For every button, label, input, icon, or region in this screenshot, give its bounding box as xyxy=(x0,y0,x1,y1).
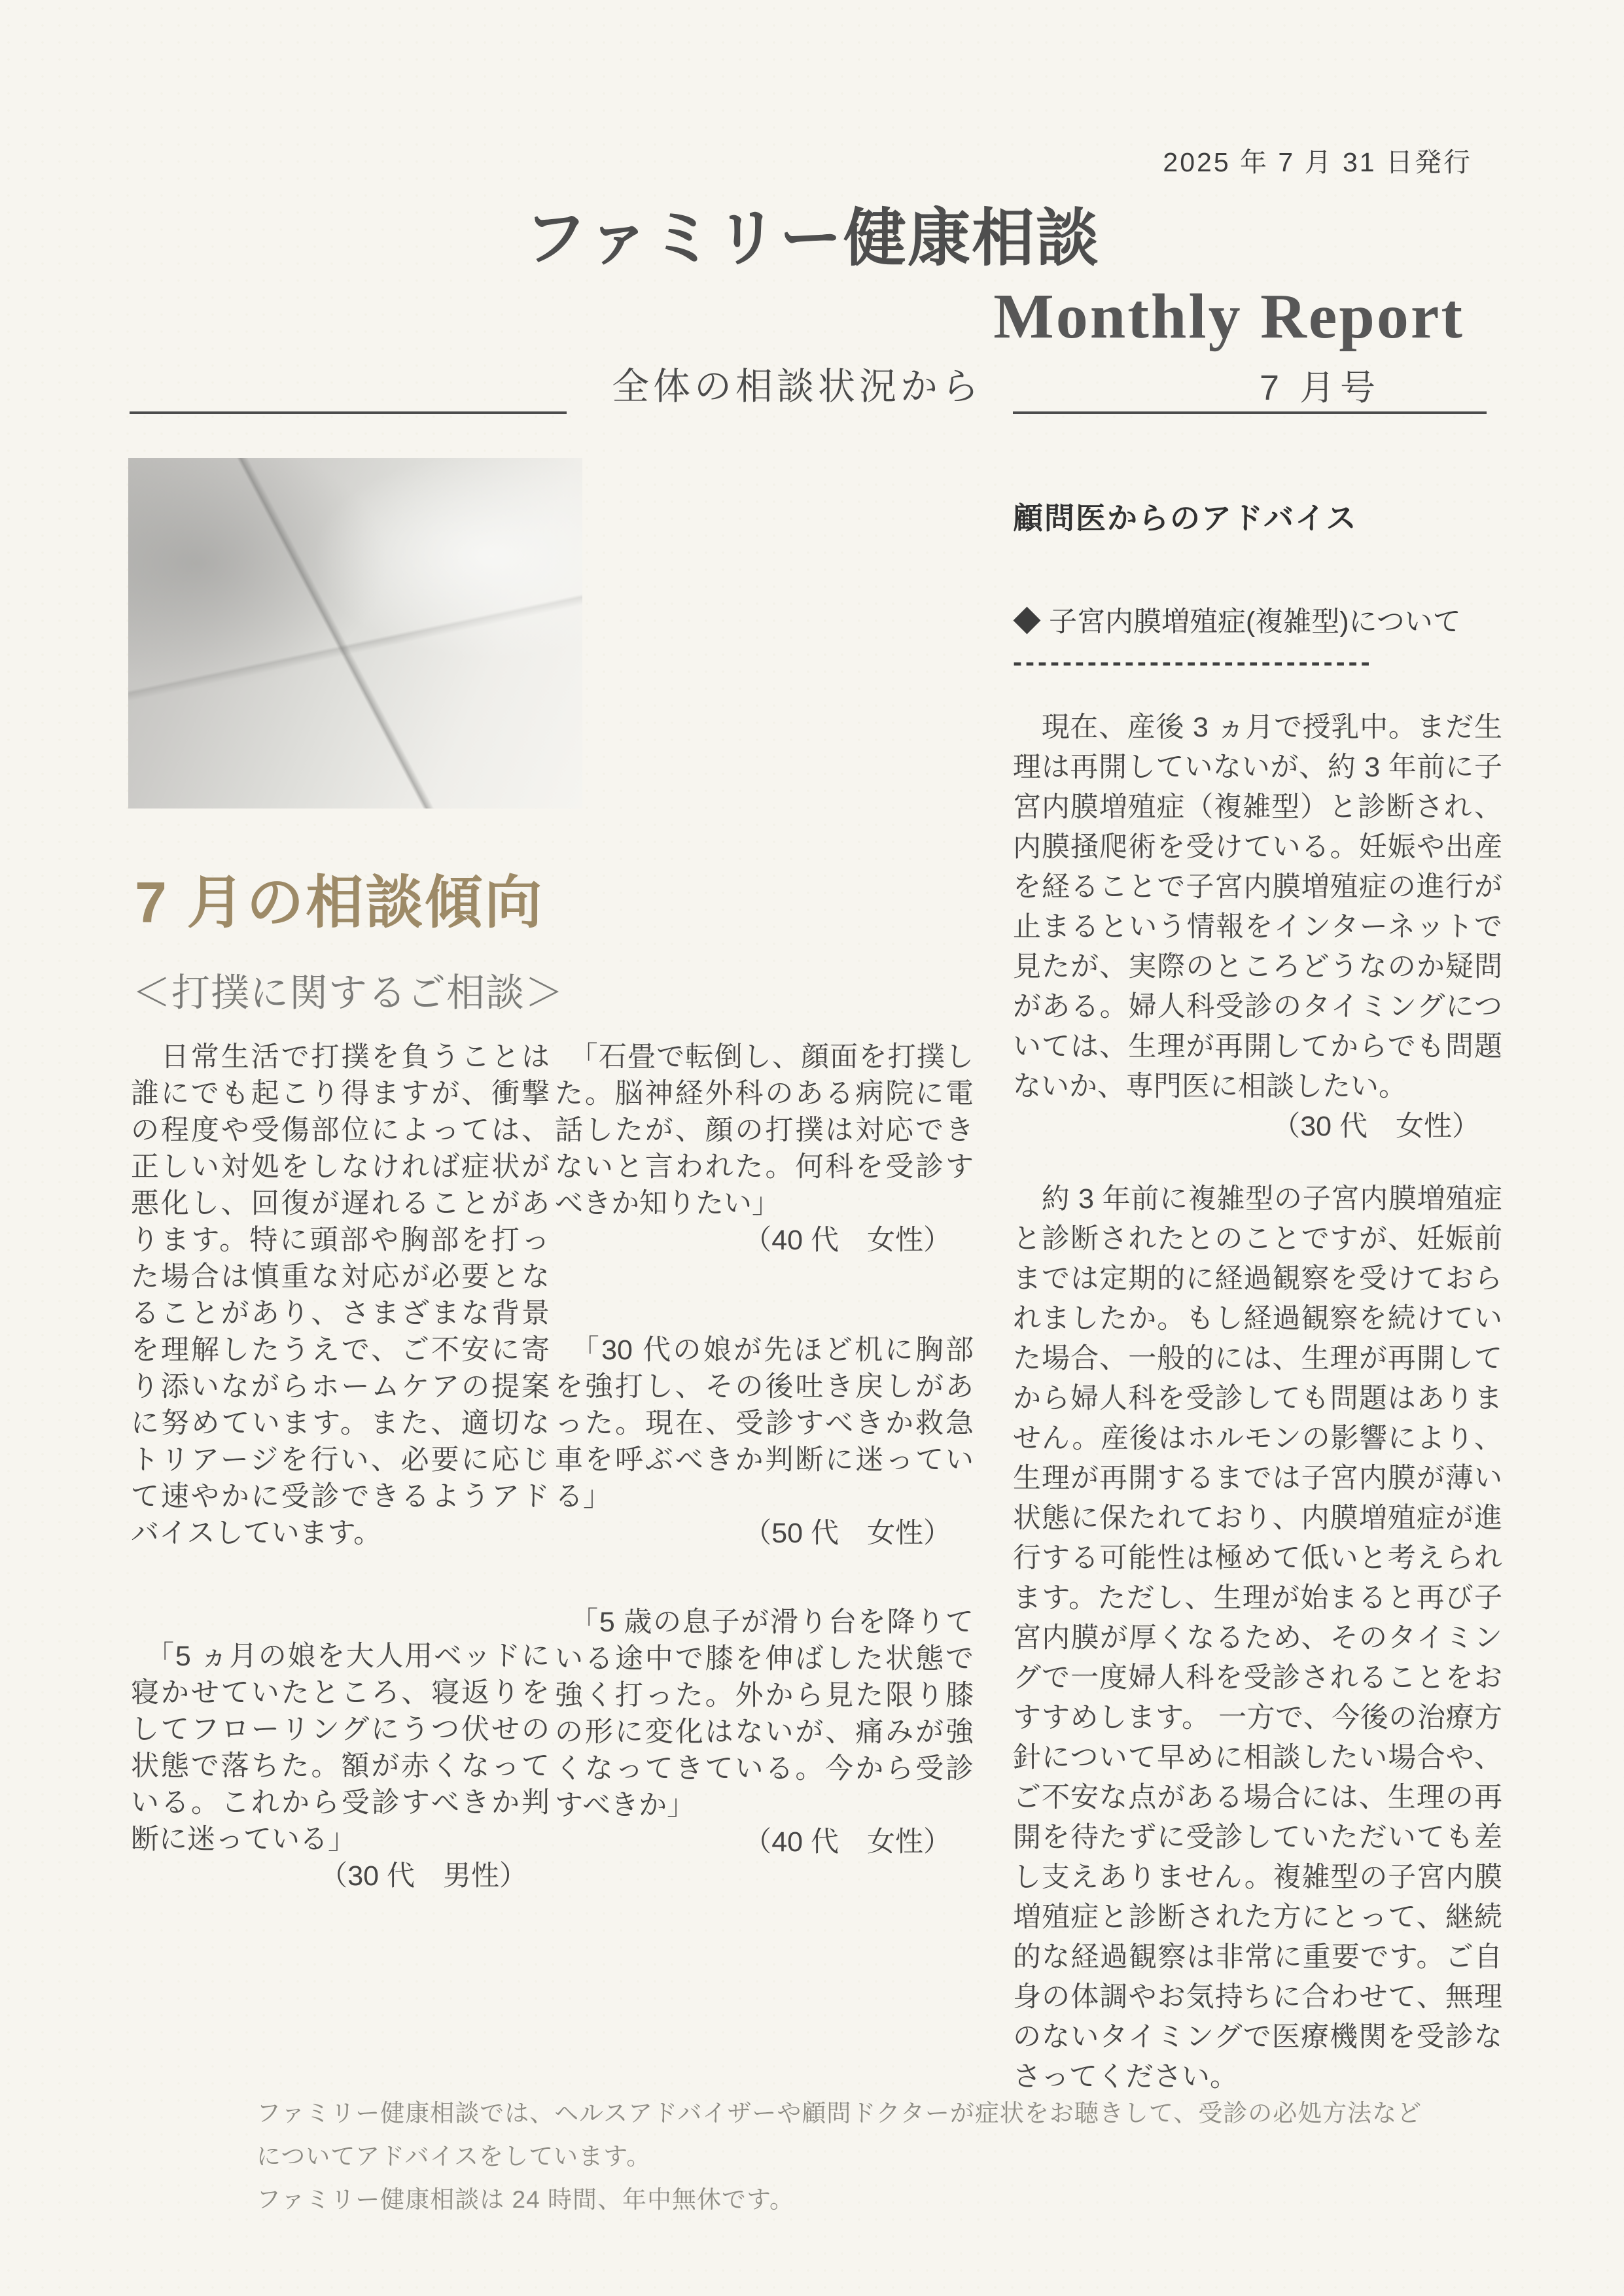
case-quote-2: 「石畳で転倒し、顔面を打撲した。脳神経外科のある病院に電話したが、顔の打撲は対応できないと言われた。何科を受診すべきか知りたい」 xyxy=(555,1041,974,1219)
advice-question-attribution: （30 代 女性） xyxy=(1272,1111,1480,1142)
issue-number-label: 7 月号 xyxy=(1260,368,1381,408)
trend-intro: 日常生活で打撲を負うことは誰にでも起こり得ますが、衝撃の程度や受傷部位によっては、正しい対処をしなければ症状が悪化し、回復が遅れることがあります。特に頭部や胸部を打った場合は慎重な対応が必要となることがあり、さまざまな背景を理解したうえで、ご不安に寄り添いながらホームケアの提案に努めています。また、適切なトリアージを行い、必要に応じて速やかに受診できるようアドバイスしています。 xyxy=(131,1041,550,1549)
header-rule-left xyxy=(130,411,567,414)
case-attribution-1: （30 代 男性） xyxy=(319,1860,527,1892)
advice-topic: ◆ 子宮内膜増殖症(複雑型)について xyxy=(1013,606,1461,638)
advice-answer: 約 3 年前に複雑型の子宮内膜増殖症と診断されたとのことですが、妊娠前までは定期的に経過観察を受けておられましたか。もし経過観察を続けていた場合、一般的には、生理が再開してから婦人科を受診しても問題はありません。産後はホルモンの影響により、生理が再開するまでは子宮内膜が薄い状態に保たれており、内膜増殖症が進行する可能性は極めて低いと考えられます。ただし、生理が始まると再び子宮内膜が厚くなるため、そのタイミングで一度婦人科を受診されることをおすすめします。 一方で、今後の治療方針について早めに相談したい場合や、ご不安な点がある場合には、生理の再開を待たずに受診していただいても差し支えありません。複雑型の子宮内膜増殖症と診断された方にとって、継続的な経過観察は非常に重要です。ご自身の体調やお気持ちに合わせて、無理のないタイミングで医療機関を受診なさってください。 xyxy=(1013,1183,1502,2093)
column-right xyxy=(1013,498,1502,2097)
newsletter-title: ファミリー健康相談 xyxy=(523,203,1101,273)
case-attribution-2: （40 代 女性） xyxy=(743,1225,951,1256)
issue-date: 2025 年 7 月 31 日発行 xyxy=(1163,147,1472,177)
advice-heading: 顧問医からのアドバイス xyxy=(1013,501,1358,535)
column-left xyxy=(131,1039,550,1894)
trend-subheading: ＜打撲に関するご相談＞ xyxy=(132,971,565,1015)
faded-photo xyxy=(128,458,582,809)
case-quote-1: 「5 ヵ月の娘を大人用ベッドに寝かせていたところ、寝返りをしてフローリングにうつ伏せの状態で落ちた。額が赤くなっている。これから受診すべきか判断に迷っている」 xyxy=(131,1641,550,1855)
footer-line-2: ファミリー健康相談は 24 時間、年中無休です。 xyxy=(256,2186,795,2213)
column-middle xyxy=(555,1039,974,1860)
trend-heading: 7 月の相談傾向 xyxy=(135,870,544,935)
case-attribution-4: （40 代 女性） xyxy=(743,1826,951,1858)
case-attribution-3: （50 代 女性） xyxy=(743,1518,951,1549)
footer-line-1: ファミリー健康相談では、ヘルスアドバイザーや顧問ドクターが症状をお聴きして、受診の必処方法などについてアドバイスをしています。 xyxy=(256,2100,1422,2170)
dashed-divider: ----------------------------- xyxy=(1013,646,1373,677)
case-quote-3: 「30 代の娘が先ほど机に胸部を強打し、その後吐き戻しがあった。現在、受診すべきか救急車を呼ぶべきか判断に迷っている」 xyxy=(555,1334,974,1512)
advice-question: 現在、産後 3 ヵ月で授乳中。まだ生理は再開していないが、約 3 年前に子宮内膜増殖症（複雑型）と診断され、内膜掻爬術を受けている。妊娠や出産を経ることで子宮内膜増殖症の進行が止まるという情報をインターネットで見たが、実際のところどうなのか疑問がある。婦人科受診のタイミングについては、生理が再開してからでも問題ないか、専門医に相談したい。 xyxy=(1013,712,1502,1102)
case-quote-4: 「5 歳の息子が滑り台を降りている途中で膝を伸ばした状態で強く打った。外から見た限り膝の形に変化はないが、痛みが強くなってきている。今から受診すべきか」 xyxy=(555,1607,974,1821)
header-rule-right xyxy=(1013,411,1487,414)
section-label: 全体の相談状況から xyxy=(612,366,983,408)
footer xyxy=(256,2092,1434,2221)
monthly-report-label: Monthly Report xyxy=(993,281,1464,352)
